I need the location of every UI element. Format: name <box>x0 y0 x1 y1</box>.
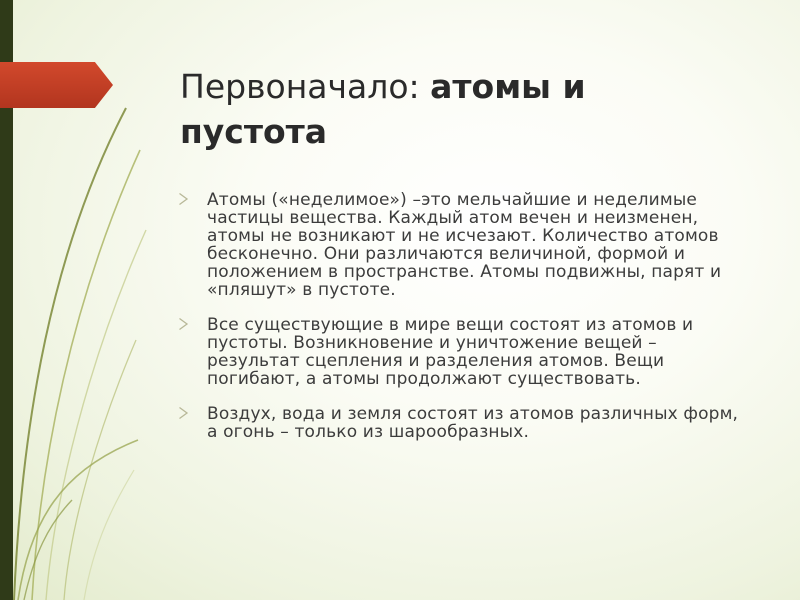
bullet-item <box>178 405 748 441</box>
open-arrow-icon <box>178 192 189 206</box>
open-arrow-icon <box>178 406 189 420</box>
title-bold: атомы и пустота <box>180 67 586 151</box>
bullet-text: Атомы («неделимое») –это мельчайшие и неделимые частицы вещества. Каждый атом вечен и неизменен, атомы не возникают и не исчезают. Количество атомов бесконечно. Они различаются величиной, формой и положением в пространстве. Атомы подвижны, парят и «пляшут» в пустоте. <box>207 190 722 300</box>
bullet-item <box>178 316 748 388</box>
bullet-text: Воздух, вода и земля состоят из атомов различных форм, а огонь – только из шарообразных. <box>207 404 739 442</box>
open-arrow-icon <box>178 317 189 331</box>
bullet-item <box>178 191 748 299</box>
slide-title <box>180 64 740 154</box>
title-regular: Первоначало: <box>180 67 431 106</box>
bullet-text: Все существующие в мире вещи состоят из атомов и пустоты. Возникновение и уничтожение вещей –результат сцепления и разделения атомов. Вещи погибают, а атомы продолжают существовать. <box>207 315 694 389</box>
bullet-list <box>178 191 748 458</box>
title-accent-tab <box>0 62 113 108</box>
